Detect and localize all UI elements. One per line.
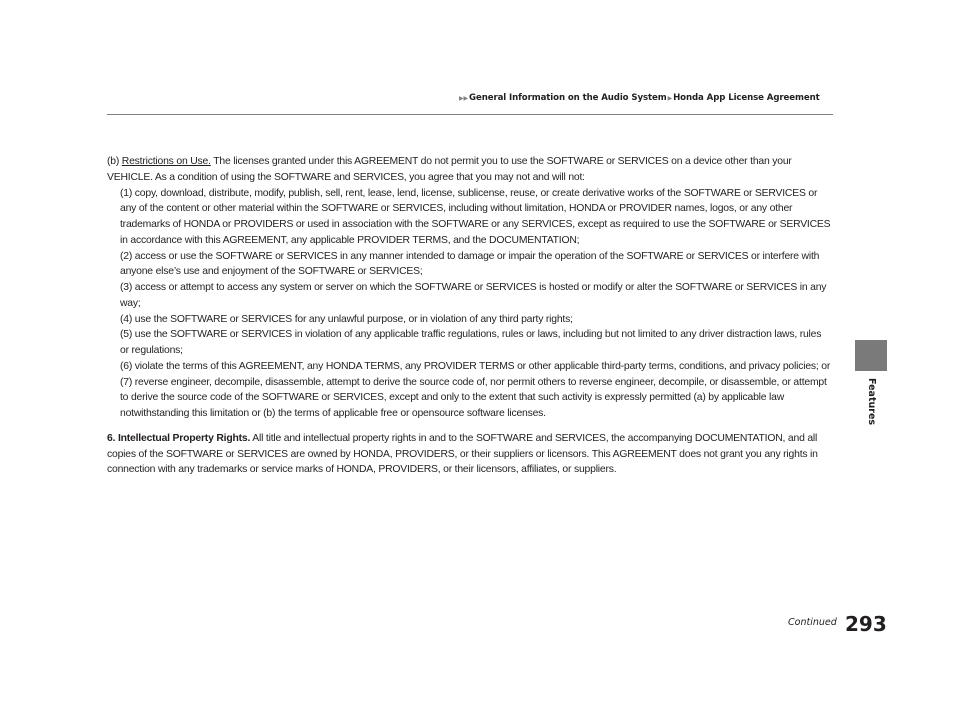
- section-6-text: All title and intellectual property rights in and to the SOFTWARE and SERVICES, the accompanying DOCUMENTATION, and all copies of the SOFTWARE or SERVICES are owned by HONDA, PROVIDERS, or their suppliers or licensors. This AGREEMENT does not grant you any rights in connection with any trademarks or service marks of HONDA, PROVIDERS, or their licensors, affiliates, or suppliers.: [107, 432, 818, 476]
- paragraph-b: [107, 154, 831, 186]
- list-item: (2) access or use the SOFTWARE or SERVICES in any manner intended to damage or impair the operation of the SOFTWARE or SERVICES or interfere with anyone else’s use and enjoyment of the SOFTWARE or SERVICES;: [120, 250, 820, 278]
- section-tab-label: Features: [866, 378, 877, 426]
- section-tab[interactable]: [855, 340, 887, 371]
- list-item: (7) reverse engineer, decompile, disassemble, attempt to derive the source code of, nor permit others to reverse engineer, decompile, or disassemble, or attempt to derive the source code of the SOFTWARE or SERVICES, except and only to the extent that such activity is expressly permitted (a) by applicable law notwithstanding this limitation or (b) the terms of applicable free or opensource software licenses.: [120, 376, 827, 419]
- breadcrumb-item-audio-system[interactable]: General Information on the Audio System: [469, 93, 667, 103]
- breadcrumb: [459, 93, 820, 103]
- list-item: (4) use the SOFTWARE or SERVICES for any unlawful purpose, or in violation of any third party rights;: [120, 313, 573, 325]
- list-item: (5) use the SOFTWARE or SERVICES in violation of any applicable traffic regulations, rules or laws, including but not limited to any driver distraction laws, rules or regulations;: [120, 329, 822, 356]
- continued-label: Continued: [788, 617, 837, 628]
- list-item: (6) violate the terms of this AGREEMENT, any HONDA TERMS, any PROVIDER TERMS or other applicable third-party terms, conditions, and privacy policies; or: [120, 360, 831, 372]
- paragraph-b-text: The licenses granted under this AGREEMENT do not permit you to use the SOFTWARE or SERVICES on a device other than your VEHICLE. As a condition of using the SOFTWARE and SERVICES, you agree that you may not and will not:: [107, 156, 792, 183]
- header-divider: [107, 114, 833, 115]
- section-6-heading: 6. Intellectual Property Rights.: [107, 432, 251, 444]
- breadcrumb-item-license-agreement[interactable]: Honda App License Agreement: [673, 93, 820, 103]
- arrow-icon: ▶: [667, 94, 673, 102]
- section-6: [107, 431, 831, 478]
- list-item: (1) copy, download, distribute, modify, publish, sell, rent, lease, lend, license, sublicense, reuse, or create derivative works of the SOFTWARE or SERVICES or any of the content or other material within the SOFTWARE or SERVICES, including without limitation, HONDA or PROVIDER names, logos, or any other trademarks of HONDA or PROVIDERS or used in association with the SOFTWARE or any SERVICES, except as required to use the SOFTWARE or SERVICES in accordance with this AGREEMENT, any applicable PROVIDER TERMS, and the DOCUMENTATION;: [120, 187, 831, 246]
- license-text: [107, 154, 831, 478]
- paragraph-b-prefix: (b): [107, 156, 122, 167]
- page-number: 293: [845, 612, 887, 636]
- restrictions-heading: Restrictions on Use.: [121, 156, 211, 167]
- list-item: (3) access or attempt to access any system or server on which the SOFTWARE or SERVICES is hosted or modify or alter the SOFTWARE or SERVICES in any way;: [120, 282, 827, 309]
- double-arrow-icon: ▶▶: [459, 94, 469, 102]
